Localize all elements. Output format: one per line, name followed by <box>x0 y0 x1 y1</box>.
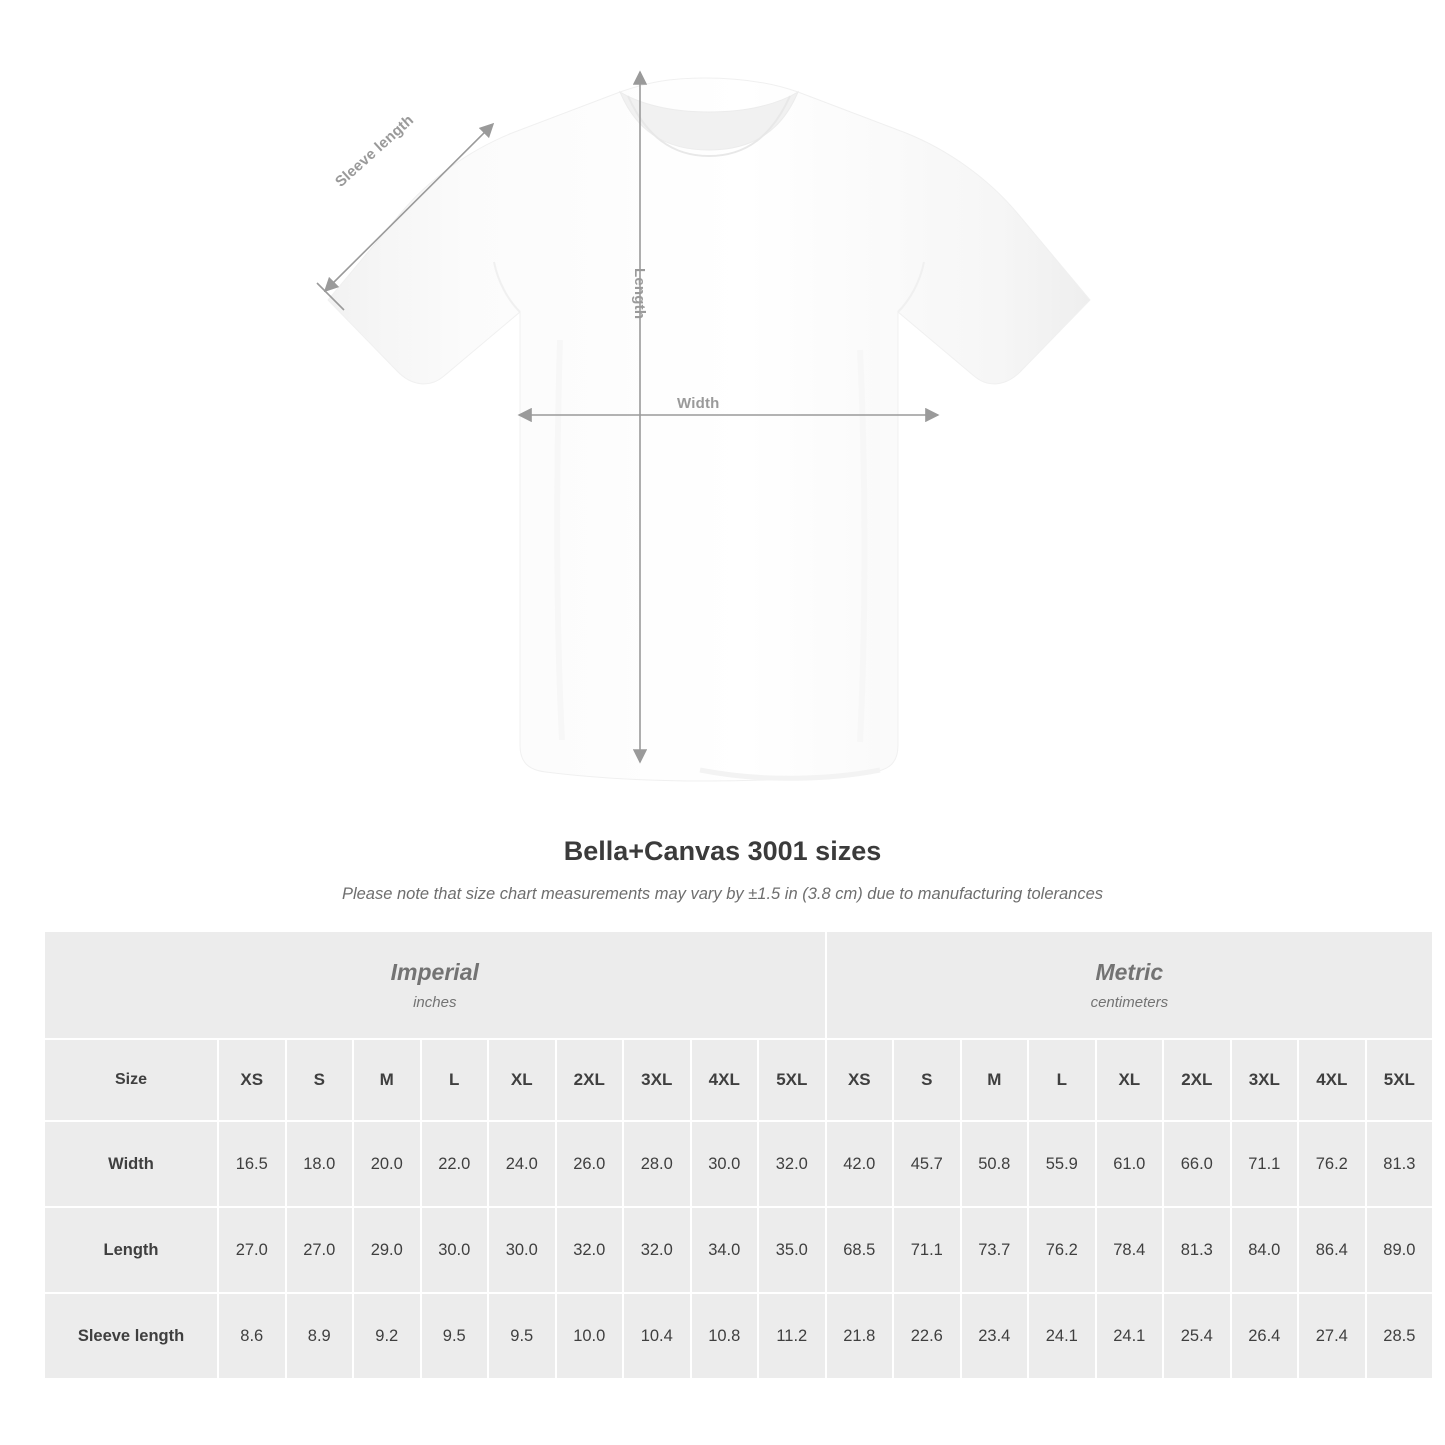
table-row-sleeve-length <box>45 1294 1432 1378</box>
header-size: Size <box>45 1040 217 1120</box>
cell-sleeve-5xl-metric: 28.5 <box>1367 1294 1433 1378</box>
header-size-4xl-metric: 4XL <box>1299 1040 1365 1120</box>
header-size-4xl-imperial: 4XL <box>692 1040 758 1120</box>
header-size-m-metric: M <box>962 1040 1028 1120</box>
cell-width-3xl-metric: 71.1 <box>1232 1122 1298 1206</box>
header-size-xl-metric: XL <box>1097 1040 1163 1120</box>
unit-group-metric-name: Metric <box>1095 959 1164 985</box>
cell-width-4xl-imperial: 30.0 <box>692 1122 758 1206</box>
unit-group-imperial <box>45 932 825 1038</box>
cell-sleeve-4xl-metric: 27.4 <box>1299 1294 1365 1378</box>
cell-width-4xl-metric: 76.2 <box>1299 1122 1365 1206</box>
cell-sleeve-3xl-imperial: 10.4 <box>624 1294 690 1378</box>
cell-width-s-imperial: 18.0 <box>287 1122 353 1206</box>
cell-width-l-imperial: 22.0 <box>422 1122 488 1206</box>
cell-sleeve-l-metric: 24.1 <box>1029 1294 1095 1378</box>
cell-sleeve-xs-imperial: 8.6 <box>219 1294 285 1378</box>
table-row-length <box>45 1208 1432 1292</box>
header-size-xs-imperial: XS <box>219 1040 285 1120</box>
row-label-sleeve-length: Sleeve length <box>45 1294 217 1378</box>
cell-length-l-metric: 76.2 <box>1029 1208 1095 1292</box>
cell-length-3xl-metric: 84.0 <box>1232 1208 1298 1292</box>
cell-length-4xl-metric: 86.4 <box>1299 1208 1365 1292</box>
header-size-3xl-metric: 3XL <box>1232 1040 1298 1120</box>
cell-length-xs-metric: 68.5 <box>827 1208 893 1292</box>
title-block <box>0 836 1445 904</box>
header-size-5xl-imperial: 5XL <box>759 1040 825 1120</box>
cell-length-xs-imperial: 27.0 <box>219 1208 285 1292</box>
cell-length-2xl-metric: 81.3 <box>1164 1208 1230 1292</box>
cell-sleeve-2xl-metric: 25.4 <box>1164 1294 1230 1378</box>
cell-length-3xl-imperial: 32.0 <box>624 1208 690 1292</box>
cell-length-s-metric: 71.1 <box>894 1208 960 1292</box>
cell-sleeve-4xl-imperial: 10.8 <box>692 1294 758 1378</box>
cell-length-xl-imperial: 30.0 <box>489 1208 555 1292</box>
cell-length-4xl-imperial: 34.0 <box>692 1208 758 1292</box>
cell-sleeve-s-metric: 22.6 <box>894 1294 960 1378</box>
cell-width-m-metric: 50.8 <box>962 1122 1028 1206</box>
cell-width-xs-imperial: 16.5 <box>219 1122 285 1206</box>
cell-width-xl-imperial: 24.0 <box>489 1122 555 1206</box>
cell-width-2xl-imperial: 26.0 <box>557 1122 623 1206</box>
size-table-wrapper <box>43 930 1416 1380</box>
cell-width-3xl-imperial: 28.0 <box>624 1122 690 1206</box>
tolerance-note: Please note that size chart measurements may vary by ±1.5 in (3.8 cm) due to manufacturing tolerances <box>341 885 1104 903</box>
cell-sleeve-5xl-imperial: 11.2 <box>759 1294 825 1378</box>
header-size-2xl-imperial: 2XL <box>557 1040 623 1120</box>
header-size-l-metric: L <box>1029 1040 1095 1120</box>
header-size-l-imperial: L <box>422 1040 488 1120</box>
cell-width-l-metric: 55.9 <box>1029 1122 1095 1206</box>
length-label: Length <box>631 268 648 320</box>
cell-sleeve-2xl-imperial: 10.0 <box>557 1294 623 1378</box>
size-table <box>43 930 1434 1380</box>
cell-length-5xl-imperial: 35.0 <box>759 1208 825 1292</box>
header-size-xl-imperial: XL <box>489 1040 555 1120</box>
cell-length-m-imperial: 29.0 <box>354 1208 420 1292</box>
header-size-2xl-metric: 2XL <box>1164 1040 1230 1120</box>
width-label: Width <box>677 395 720 412</box>
unit-group-row <box>45 932 1432 1038</box>
header-size-xs-metric: XS <box>827 1040 893 1120</box>
cell-width-m-imperial: 20.0 <box>354 1122 420 1206</box>
cell-sleeve-xl-metric: 24.1 <box>1097 1294 1163 1378</box>
page-title: Bella+Canvas 3001 sizes <box>563 836 882 866</box>
unit-group-metric <box>827 932 1433 1038</box>
header-size-3xl-imperial: 3XL <box>624 1040 690 1120</box>
table-header-row <box>45 1040 1432 1120</box>
cell-sleeve-3xl-metric: 26.4 <box>1232 1294 1298 1378</box>
cell-length-2xl-imperial: 32.0 <box>557 1208 623 1292</box>
cell-length-xl-metric: 78.4 <box>1097 1208 1163 1292</box>
cell-sleeve-l-imperial: 9.5 <box>422 1294 488 1378</box>
cell-sleeve-m-imperial: 9.2 <box>354 1294 420 1378</box>
cell-width-s-metric: 45.7 <box>894 1122 960 1206</box>
cell-sleeve-xs-metric: 21.8 <box>827 1294 893 1378</box>
cell-length-s-imperial: 27.0 <box>287 1208 353 1292</box>
cell-width-xs-metric: 42.0 <box>827 1122 893 1206</box>
cell-length-l-imperial: 30.0 <box>422 1208 488 1292</box>
table-row-width <box>45 1122 1432 1206</box>
cell-sleeve-s-imperial: 8.9 <box>287 1294 353 1378</box>
tshirt-shape <box>328 78 1090 781</box>
unit-group-imperial-name: Imperial <box>390 959 479 985</box>
row-label-length: Length <box>45 1208 217 1292</box>
cell-width-2xl-metric: 66.0 <box>1164 1122 1230 1206</box>
cell-width-xl-metric: 61.0 <box>1097 1122 1163 1206</box>
header-size-s-imperial: S <box>287 1040 353 1120</box>
cell-sleeve-m-metric: 23.4 <box>962 1294 1028 1378</box>
unit-group-metric-sub: centimeters <box>1090 994 1169 1011</box>
cell-sleeve-xl-imperial: 9.5 <box>489 1294 555 1378</box>
row-label-width: Width <box>45 1122 217 1206</box>
cell-width-5xl-imperial: 32.0 <box>759 1122 825 1206</box>
header-size-m-imperial: M <box>354 1040 420 1120</box>
header-size-5xl-metric: 5XL <box>1367 1040 1433 1120</box>
cell-length-5xl-metric: 89.0 <box>1367 1208 1433 1292</box>
header-size-s-metric: S <box>894 1040 960 1120</box>
cell-length-m-metric: 73.7 <box>962 1208 1028 1292</box>
cell-width-5xl-metric: 81.3 <box>1367 1122 1433 1206</box>
sleeve-length-label: Sleeve length <box>332 111 418 191</box>
unit-group-imperial-sub: inches <box>413 994 457 1011</box>
